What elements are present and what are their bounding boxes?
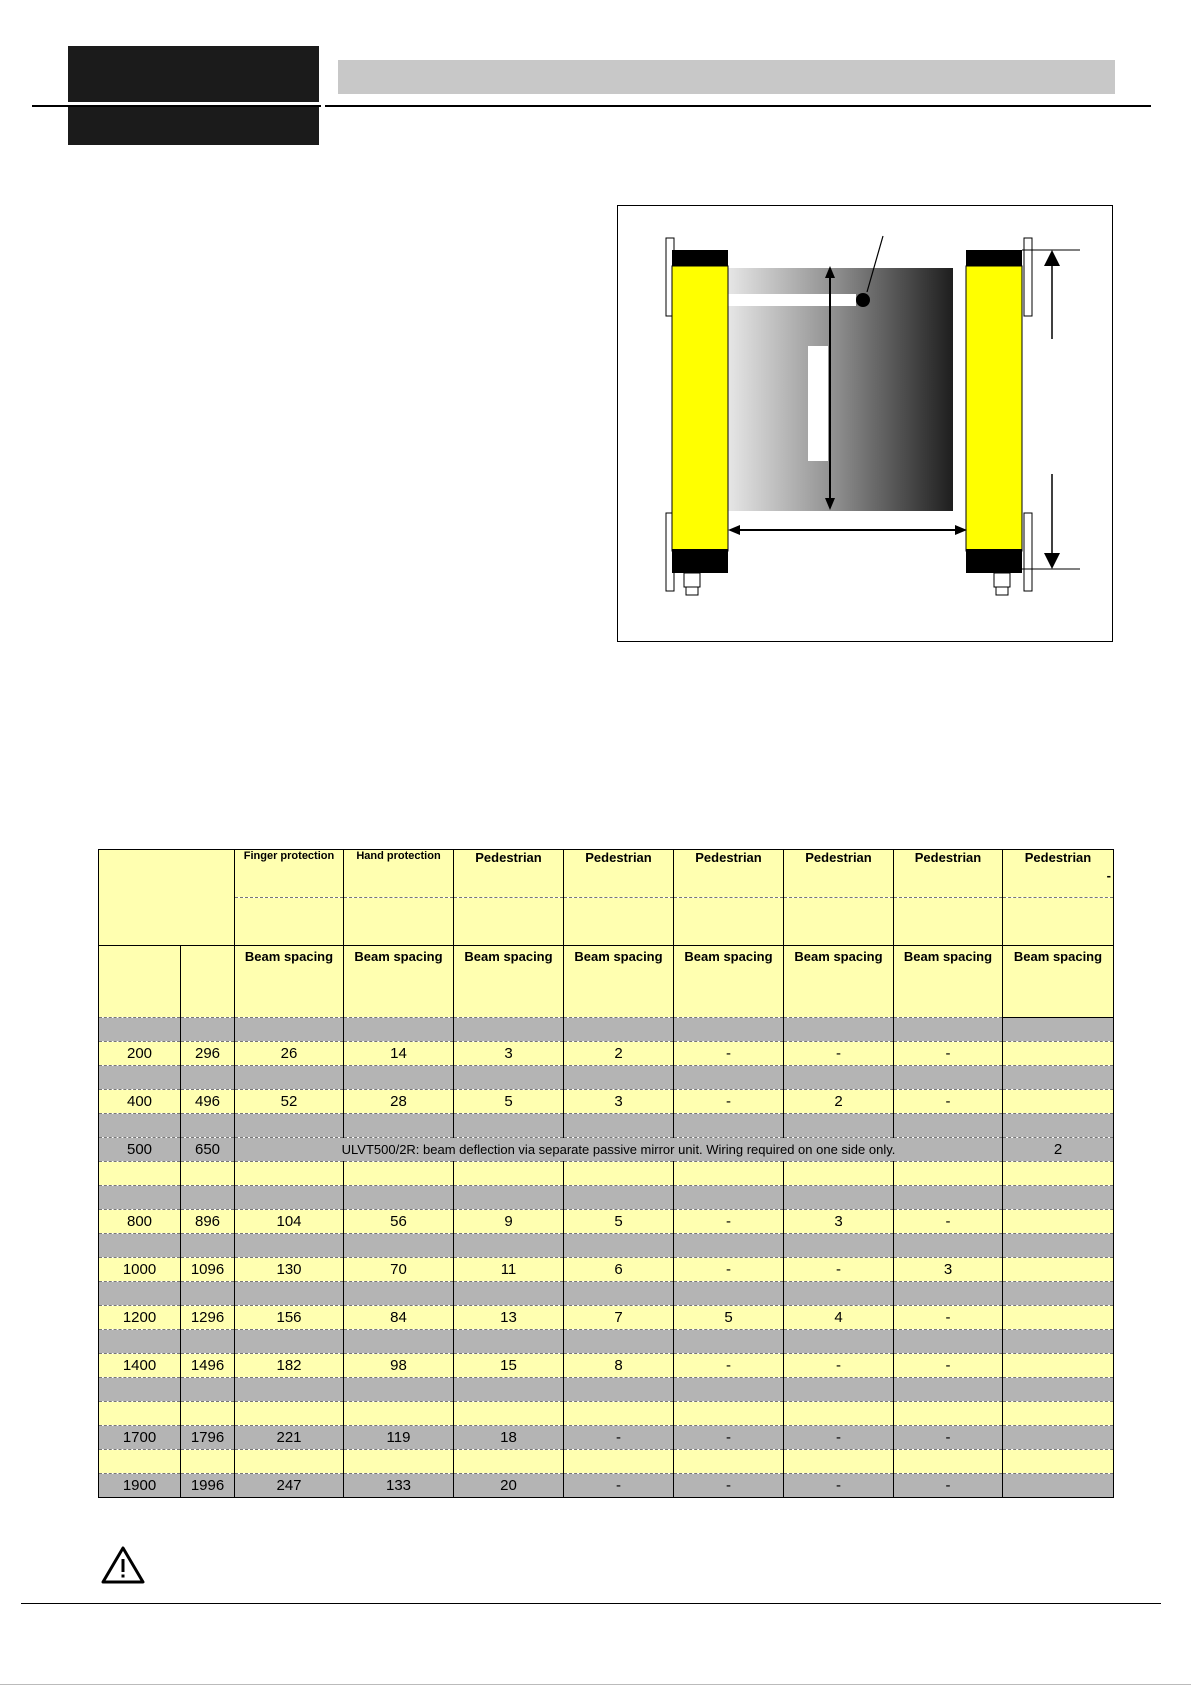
table-cell	[894, 1018, 1003, 1042]
table-cell	[99, 1186, 181, 1210]
table-cell	[894, 1186, 1003, 1210]
table-cell	[894, 1114, 1003, 1138]
table-cell	[99, 1330, 181, 1354]
table-cell: 800	[99, 1210, 181, 1234]
table-cell: 28	[344, 1090, 454, 1114]
table-cell: 4	[784, 1306, 894, 1330]
table-cell	[784, 1066, 894, 1090]
table-cell	[674, 1114, 784, 1138]
header-beam-spacing: Beam spacing	[894, 946, 1003, 1018]
table-cell: -	[674, 1210, 784, 1234]
table-cell	[344, 1114, 454, 1138]
table-cell	[564, 1018, 674, 1042]
table-cell	[235, 1066, 344, 1090]
logo-block-top	[68, 46, 319, 102]
table-row	[99, 1474, 1114, 1498]
header-pedestrian: Pedestrian -	[1003, 850, 1114, 898]
table-cell	[454, 1282, 564, 1306]
table-cell: -	[674, 1474, 784, 1498]
table-cell	[1003, 1162, 1114, 1186]
table-cell	[1003, 1354, 1114, 1378]
table-cell: 11	[454, 1258, 564, 1282]
table-cell	[454, 1114, 564, 1138]
table-row	[99, 1354, 1114, 1378]
table-cell: 1200	[99, 1306, 181, 1330]
table-cell	[99, 1378, 181, 1402]
table-cell	[344, 1450, 454, 1474]
header-pedestrian: Pedestrian	[674, 850, 784, 898]
table-cell: 896	[181, 1210, 235, 1234]
header-beam-spacing: Beam spacing	[344, 946, 454, 1018]
table-row	[99, 1186, 1114, 1210]
table-cell	[344, 1330, 454, 1354]
right-receiver-cap-top	[966, 250, 1022, 266]
table-cell	[181, 1402, 235, 1426]
header-pedestrian: Pedestrian	[784, 850, 894, 898]
table-cell	[235, 1282, 344, 1306]
table-cell: 8	[564, 1354, 674, 1378]
header-beam-spacing: Beam spacing	[784, 946, 894, 1018]
table-cell	[99, 1450, 181, 1474]
right-cable-end	[996, 587, 1008, 595]
table-cell: -	[674, 1090, 784, 1114]
table-row	[99, 1426, 1114, 1450]
table-cell	[784, 1162, 894, 1186]
table-cell: -	[674, 1426, 784, 1450]
table-cell: -	[894, 1474, 1003, 1498]
table-cell	[784, 1402, 894, 1426]
table-cell	[564, 1066, 674, 1090]
table-cell: 1000	[99, 1258, 181, 1282]
table-cell: 6	[564, 1258, 674, 1282]
table-cell	[181, 1114, 235, 1138]
table-cell: 3	[894, 1258, 1003, 1282]
table-row	[99, 1090, 1114, 1114]
table-body	[99, 1018, 1114, 1498]
table-cell: -	[784, 1426, 894, 1450]
table-cell	[674, 1186, 784, 1210]
table-cell	[181, 1066, 235, 1090]
table-cell	[784, 1378, 894, 1402]
table-cell: -	[674, 1354, 784, 1378]
header-blank-b	[181, 946, 235, 1018]
table-cell	[454, 1186, 564, 1210]
table-cell	[1003, 1306, 1114, 1330]
table-cell	[894, 1234, 1003, 1258]
light-curtain-figure	[617, 205, 1113, 642]
width-arrow-right-head	[955, 525, 967, 535]
spec-table	[98, 849, 1113, 1498]
table-cell: 70	[344, 1258, 454, 1282]
header-finger-protection: Finger protection	[235, 850, 344, 898]
table-cell	[564, 1450, 674, 1474]
header-beam-spacing: Beam spacing	[564, 946, 674, 1018]
table-cell	[344, 1066, 454, 1090]
beam-dot	[856, 293, 870, 307]
table-cell	[894, 1330, 1003, 1354]
table-cell	[235, 1450, 344, 1474]
table-row	[99, 1042, 1114, 1066]
object-slot	[808, 346, 828, 461]
table-cell	[454, 1450, 564, 1474]
table-cell: -	[894, 1306, 1003, 1330]
header-hand-protection: Hand protection	[344, 850, 454, 898]
header-beam-spacing: Beam spacing	[1003, 946, 1114, 1018]
table-cell	[181, 1234, 235, 1258]
table-cell	[99, 1234, 181, 1258]
table-cell	[674, 1330, 784, 1354]
table-cell: 500	[99, 1138, 181, 1162]
table-cell: -	[674, 1258, 784, 1282]
table-cell	[1003, 1402, 1114, 1426]
right-receiver-body	[966, 266, 1022, 551]
table-cell	[674, 1378, 784, 1402]
table-cell: 2	[1003, 1138, 1114, 1162]
table-cell	[1003, 1330, 1114, 1354]
table-cell: 1996	[181, 1474, 235, 1498]
table-cell	[564, 1234, 674, 1258]
table-cell	[894, 1450, 1003, 1474]
table-cell	[344, 1402, 454, 1426]
warning-triangle-icon	[100, 1545, 146, 1585]
table-cell	[894, 1066, 1003, 1090]
table-cell	[181, 1018, 235, 1042]
table-cell	[235, 1162, 344, 1186]
table-row	[99, 1450, 1114, 1474]
table-cell: 247	[235, 1474, 344, 1498]
table-cell	[1003, 1210, 1114, 1234]
header-beam-spacing: Beam spacing	[454, 946, 564, 1018]
table-cell: 133	[344, 1474, 454, 1498]
table-cell: 119	[344, 1426, 454, 1450]
table-cell: 1700	[99, 1426, 181, 1450]
table-cell	[784, 1186, 894, 1210]
table-cell	[99, 1066, 181, 1090]
left-emitter-cap-bottom	[672, 549, 728, 573]
footer-rule	[21, 1603, 1161, 1604]
table-cell	[674, 1162, 784, 1186]
table-cell: 2	[564, 1042, 674, 1066]
header-row-blank	[99, 898, 1114, 946]
table-cell	[99, 1402, 181, 1426]
right-bracket-bottom	[1024, 513, 1032, 591]
table-cell	[181, 1162, 235, 1186]
header-rule-right	[325, 105, 1151, 107]
table-cell: 20	[454, 1474, 564, 1498]
table-cell	[454, 1066, 564, 1090]
table-cell	[235, 1186, 344, 1210]
table-cell	[674, 1282, 784, 1306]
table-cell: 182	[235, 1354, 344, 1378]
table-cell: 2	[784, 1090, 894, 1114]
table-cell: 52	[235, 1090, 344, 1114]
table-cell: -	[894, 1210, 1003, 1234]
table-cell: 5	[674, 1306, 784, 1330]
table-cell	[1003, 1042, 1114, 1066]
table-cell: -	[564, 1474, 674, 1498]
table-cell: -	[784, 1354, 894, 1378]
left-cable-end	[686, 587, 698, 595]
right-receiver-cap-bottom	[966, 549, 1022, 573]
table-cell: 3	[784, 1210, 894, 1234]
table-cell	[674, 1234, 784, 1258]
table-cell	[564, 1330, 674, 1354]
left-cable-gland	[684, 573, 700, 587]
table-cell: 130	[235, 1258, 344, 1282]
header-beam-spacing: Beam spacing	[235, 946, 344, 1018]
table-cell	[1003, 1426, 1114, 1450]
table-cell	[235, 1114, 344, 1138]
table-cell	[344, 1234, 454, 1258]
table-cell	[454, 1378, 564, 1402]
table-cell: 3	[454, 1042, 564, 1066]
table-cell	[674, 1066, 784, 1090]
width-arrow-left-head	[728, 525, 740, 535]
dim-arrow-lower-head	[1044, 553, 1060, 569]
table-cell	[564, 1282, 674, 1306]
table-cell	[454, 1234, 564, 1258]
table-cell	[235, 1234, 344, 1258]
table-cell	[1003, 1114, 1114, 1138]
table-cell	[1003, 1090, 1114, 1114]
table-row	[99, 1162, 1114, 1186]
table-cell: 104	[235, 1210, 344, 1234]
table-cell	[344, 1378, 454, 1402]
table-cell	[344, 1162, 454, 1186]
table-cell	[784, 1114, 894, 1138]
table-cell	[894, 1402, 1003, 1426]
table-cell	[181, 1186, 235, 1210]
right-cable-gland	[994, 573, 1010, 587]
header-corner	[99, 850, 235, 946]
table-cell	[99, 1282, 181, 1306]
table-cell	[1003, 1378, 1114, 1402]
table-cell	[1003, 1258, 1114, 1282]
table-cell: 400	[99, 1090, 181, 1114]
table-row	[99, 1306, 1114, 1330]
table-cell: -	[784, 1474, 894, 1498]
table-cell: 7	[564, 1306, 674, 1330]
table-cell	[1003, 1186, 1114, 1210]
table-cell: -	[894, 1426, 1003, 1450]
table-cell: 221	[235, 1426, 344, 1450]
table-cell: 1796	[181, 1426, 235, 1450]
table-row	[99, 1330, 1114, 1354]
title-bar	[338, 60, 1115, 94]
table-cell: 26	[235, 1042, 344, 1066]
table-cell	[1003, 1450, 1114, 1474]
table-cell	[784, 1282, 894, 1306]
table-cell: 1296	[181, 1306, 235, 1330]
table-cell: 15	[454, 1354, 564, 1378]
table-cell	[894, 1162, 1003, 1186]
table-cell	[894, 1378, 1003, 1402]
table-cell: 5	[454, 1090, 564, 1114]
table-cell	[454, 1402, 564, 1426]
table-cell: 1496	[181, 1354, 235, 1378]
table-cell	[344, 1018, 454, 1042]
table-cell: 5	[564, 1210, 674, 1234]
logo-block-bottom	[68, 107, 319, 145]
table-row	[99, 1282, 1114, 1306]
table-cell: -	[564, 1426, 674, 1450]
table-cell: 3	[564, 1090, 674, 1114]
table-row	[99, 1018, 1114, 1042]
table-row	[99, 1378, 1114, 1402]
table-cell	[1003, 1474, 1114, 1498]
table-cell: 98	[344, 1354, 454, 1378]
table-cell	[564, 1186, 674, 1210]
table-cell: -	[894, 1042, 1003, 1066]
table-cell: 296	[181, 1042, 235, 1066]
table-cell	[181, 1378, 235, 1402]
table-cell	[99, 1114, 181, 1138]
table-cell	[99, 1018, 181, 1042]
table-cell: -	[894, 1090, 1003, 1114]
table-cell: 650	[181, 1138, 235, 1162]
table-cell: 84	[344, 1306, 454, 1330]
table-cell: 1400	[99, 1354, 181, 1378]
table-cell: 156	[235, 1306, 344, 1330]
table-cell	[784, 1234, 894, 1258]
table-cell	[784, 1330, 894, 1354]
table-cell: 18	[454, 1426, 564, 1450]
table-cell	[784, 1018, 894, 1042]
table-row	[99, 1138, 1114, 1162]
table-cell: 200	[99, 1042, 181, 1066]
table-cell: -	[784, 1042, 894, 1066]
table-cell	[1003, 1018, 1114, 1042]
table-cell	[1003, 1234, 1114, 1258]
table-cell	[235, 1330, 344, 1354]
table-cell	[181, 1450, 235, 1474]
table-cell: 1096	[181, 1258, 235, 1282]
table-cell: 1900	[99, 1474, 181, 1498]
header-blank-a	[99, 946, 181, 1018]
table-cell: 9	[454, 1210, 564, 1234]
table-cell: 14	[344, 1042, 454, 1066]
table-cell: 496	[181, 1090, 235, 1114]
table-row	[99, 1234, 1114, 1258]
table-cell	[235, 1018, 344, 1042]
table-cell: 13	[454, 1306, 564, 1330]
table-cell	[454, 1162, 564, 1186]
table-cell	[564, 1402, 674, 1426]
table-cell	[1003, 1282, 1114, 1306]
header-row-protection	[99, 850, 1114, 898]
table-cell: -	[784, 1258, 894, 1282]
dim-arrow-upper-head	[1044, 250, 1060, 266]
header-pedestrian: Pedestrian	[454, 850, 564, 898]
table-cell	[564, 1162, 674, 1186]
light-curtain-diagram	[618, 206, 1112, 641]
table-cell	[674, 1402, 784, 1426]
header-beam-spacing: Beam spacing	[674, 946, 784, 1018]
left-emitter-body	[672, 266, 728, 551]
table-cell	[344, 1186, 454, 1210]
table-cell	[454, 1018, 564, 1042]
table-row	[99, 1066, 1114, 1090]
table-cell	[99, 1162, 181, 1186]
table-cell	[235, 1402, 344, 1426]
table-cell: 56	[344, 1210, 454, 1234]
table-cell	[344, 1282, 454, 1306]
table-cell	[674, 1450, 784, 1474]
table-cell	[181, 1282, 235, 1306]
table-cell	[1003, 1066, 1114, 1090]
table-cell	[894, 1282, 1003, 1306]
header-pedestrian: Pedestrian	[564, 850, 674, 898]
header-pedestrian-suffix: -	[1106, 868, 1111, 883]
table-row	[99, 1402, 1114, 1426]
header-row-beam-spacing	[99, 946, 1114, 1018]
table-row	[99, 1114, 1114, 1138]
table-cell	[454, 1330, 564, 1354]
left-emitter-cap-top	[672, 250, 728, 266]
beam-gap-bar	[728, 294, 856, 306]
table-cell	[564, 1114, 674, 1138]
table-row	[99, 1210, 1114, 1234]
table-row	[99, 1258, 1114, 1282]
table-cell: -	[674, 1042, 784, 1066]
header-rule-left	[32, 105, 321, 107]
table-cell	[784, 1450, 894, 1474]
table-cell: -	[894, 1354, 1003, 1378]
table-cell	[674, 1018, 784, 1042]
mirror-unit-note: ULVT500/2R: beam deflection via separate passive mirror unit. Wiring required on one side only.	[235, 1138, 1003, 1162]
table-cell	[181, 1330, 235, 1354]
header-pedestrian: Pedestrian	[894, 850, 1003, 898]
table-cell	[564, 1378, 674, 1402]
table-cell	[235, 1378, 344, 1402]
